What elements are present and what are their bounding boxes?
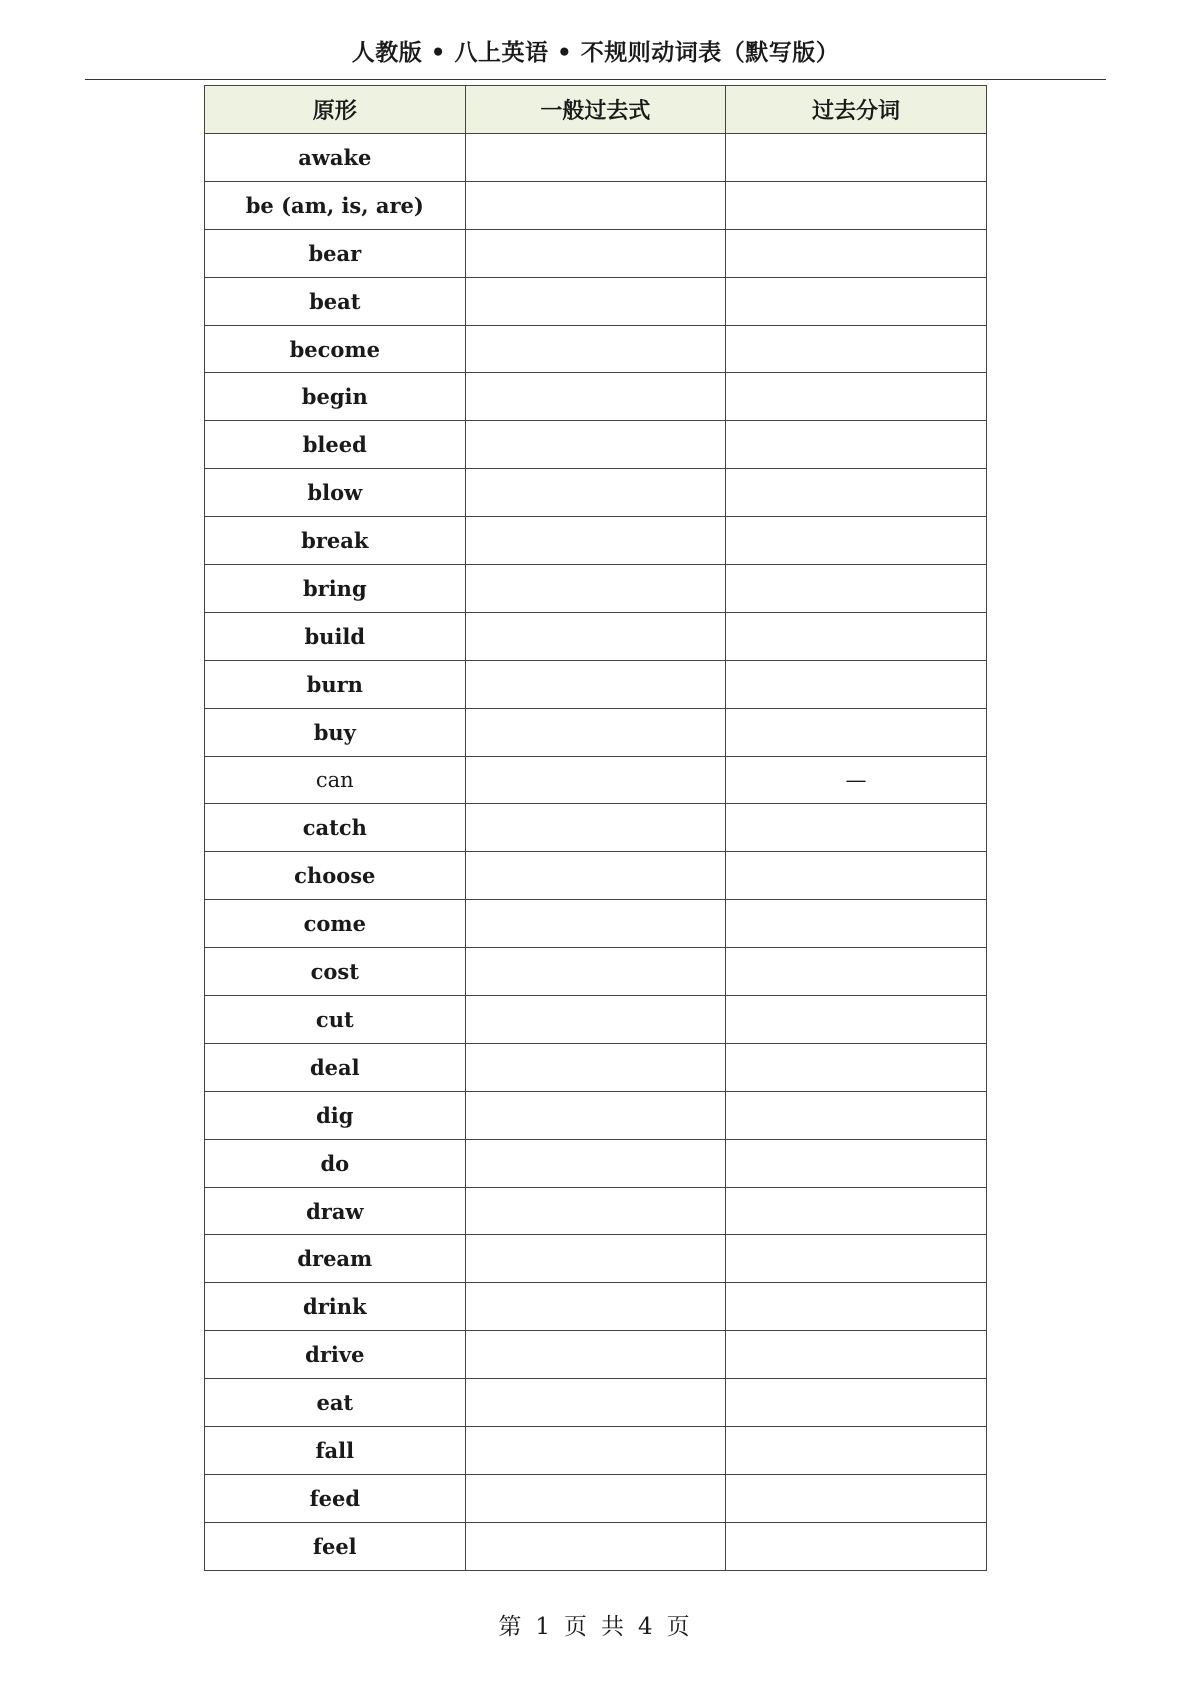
past-tense-cell[interactable]	[465, 756, 726, 804]
footer-total-prefix: 共	[601, 1614, 626, 1640]
past-tense-cell[interactable]	[465, 1139, 726, 1187]
past-participle-cell[interactable]: —	[726, 756, 987, 804]
past-tense-cell[interactable]	[465, 1283, 726, 1331]
base-form-cell: dig	[205, 1091, 466, 1139]
table-row	[205, 421, 987, 469]
table-row	[205, 660, 987, 708]
past-tense-cell[interactable]	[465, 181, 726, 229]
past-participle-cell[interactable]	[726, 708, 987, 756]
past-tense-cell[interactable]	[465, 1474, 726, 1522]
past-participle-cell[interactable]	[726, 373, 987, 421]
table-row	[205, 565, 987, 613]
base-form-cell: deal	[205, 1043, 466, 1091]
irregular-verb-table	[204, 85, 987, 1571]
past-participle-cell[interactable]	[726, 1187, 987, 1235]
table-body	[205, 134, 987, 1571]
past-participle-cell[interactable]	[726, 852, 987, 900]
past-tense-cell[interactable]	[465, 708, 726, 756]
table-row	[205, 134, 987, 182]
table-header-row	[205, 86, 987, 134]
past-participle-cell[interactable]	[726, 277, 987, 325]
base-form-cell: can	[205, 756, 466, 804]
base-form-cell: be (am, is, are)	[205, 181, 466, 229]
table-row	[205, 900, 987, 948]
table-row	[205, 181, 987, 229]
table-row	[205, 804, 987, 852]
past-tense-cell[interactable]	[465, 852, 726, 900]
table-row	[205, 469, 987, 517]
past-participle-cell[interactable]	[726, 1283, 987, 1331]
base-form-cell: dream	[205, 1235, 466, 1283]
table-row	[205, 373, 987, 421]
past-tense-cell[interactable]	[465, 804, 726, 852]
past-participle-cell[interactable]	[726, 804, 987, 852]
table-row	[205, 852, 987, 900]
table-row	[205, 756, 987, 804]
past-participle-cell[interactable]	[726, 469, 987, 517]
footer-page-word: 页	[564, 1614, 589, 1640]
base-form-cell: cost	[205, 948, 466, 996]
past-tense-cell[interactable]	[465, 948, 726, 996]
base-form-cell: cut	[205, 996, 466, 1044]
past-participle-cell[interactable]	[726, 134, 987, 182]
past-tense-cell[interactable]	[465, 1427, 726, 1475]
table-row	[205, 277, 987, 325]
table-row	[205, 612, 987, 660]
column-header-participle: 过去分词	[726, 86, 987, 134]
past-tense-cell[interactable]	[465, 1379, 726, 1427]
table-row	[205, 1474, 987, 1522]
table-row	[205, 708, 987, 756]
past-participle-cell[interactable]	[726, 1522, 987, 1570]
base-form-cell: fall	[205, 1427, 466, 1475]
past-participle-cell[interactable]	[726, 229, 987, 277]
base-form-cell: drive	[205, 1331, 466, 1379]
past-tense-cell[interactable]	[465, 325, 726, 373]
past-tense-cell[interactable]	[465, 517, 726, 565]
past-participle-cell[interactable]	[726, 1235, 987, 1283]
past-tense-cell[interactable]	[465, 900, 726, 948]
base-form-cell: catch	[205, 804, 466, 852]
base-form-cell: bleed	[205, 421, 466, 469]
base-form-cell: come	[205, 900, 466, 948]
page-title: 人教版 • 八上英语 • 不规则动词表（默写版）	[351, 40, 840, 66]
table-row	[205, 1139, 987, 1187]
base-form-cell: awake	[205, 134, 466, 182]
table-row	[205, 1522, 987, 1570]
table-row	[205, 948, 987, 996]
table-row	[205, 1283, 987, 1331]
past-participle-cell[interactable]	[726, 325, 987, 373]
table-row	[205, 1187, 987, 1235]
table-row	[205, 1235, 987, 1283]
page-footer	[0, 1608, 1190, 1641]
past-tense-cell[interactable]	[465, 134, 726, 182]
past-tense-cell[interactable]	[465, 1522, 726, 1570]
past-tense-cell[interactable]	[465, 612, 726, 660]
past-participle-cell[interactable]	[726, 900, 987, 948]
footer-current-page: 1	[535, 1614, 552, 1640]
past-tense-cell[interactable]	[465, 1091, 726, 1139]
past-participle-cell[interactable]	[726, 1331, 987, 1379]
base-form-cell: eat	[205, 1379, 466, 1427]
past-participle-cell[interactable]	[726, 996, 987, 1044]
base-form-cell: feed	[205, 1474, 466, 1522]
past-tense-cell[interactable]	[465, 1235, 726, 1283]
base-form-cell: drink	[205, 1283, 466, 1331]
table-row	[205, 996, 987, 1044]
column-header-base: 原形	[205, 86, 466, 134]
base-form-cell: bring	[205, 565, 466, 613]
footer-total-pages: 4	[638, 1614, 655, 1640]
base-form-cell: bear	[205, 229, 466, 277]
base-form-cell: draw	[205, 1187, 466, 1235]
table-row	[205, 1331, 987, 1379]
past-participle-cell[interactable]	[726, 1474, 987, 1522]
past-tense-cell[interactable]	[465, 421, 726, 469]
past-participle-cell[interactable]	[726, 421, 987, 469]
base-form-cell: beat	[205, 277, 466, 325]
column-header-past: 一般过去式	[465, 86, 726, 134]
past-tense-cell[interactable]	[465, 565, 726, 613]
past-tense-cell[interactable]	[465, 996, 726, 1044]
base-form-cell: choose	[205, 852, 466, 900]
past-participle-cell[interactable]	[726, 1379, 987, 1427]
past-tense-cell[interactable]	[465, 660, 726, 708]
past-participle-cell[interactable]	[726, 660, 987, 708]
table-row	[205, 1043, 987, 1091]
past-tense-cell[interactable]	[465, 1187, 726, 1235]
table-row	[205, 1427, 987, 1475]
table-row	[205, 1379, 987, 1427]
past-tense-cell[interactable]	[465, 1331, 726, 1379]
past-participle-cell[interactable]	[726, 1043, 987, 1091]
past-tense-cell[interactable]	[465, 373, 726, 421]
base-form-cell: build	[205, 612, 466, 660]
past-participle-cell[interactable]	[726, 517, 987, 565]
base-form-cell: feel	[205, 1522, 466, 1570]
base-form-cell: begin	[205, 373, 466, 421]
base-form-cell: do	[205, 1139, 466, 1187]
table-row	[205, 325, 987, 373]
table-row	[205, 229, 987, 277]
past-participle-cell[interactable]	[726, 565, 987, 613]
past-participle-cell[interactable]	[726, 1427, 987, 1475]
base-form-cell: burn	[205, 660, 466, 708]
past-tense-cell[interactable]	[465, 229, 726, 277]
base-form-cell: blow	[205, 469, 466, 517]
past-participle-cell[interactable]	[726, 1091, 987, 1139]
table-row	[205, 1091, 987, 1139]
past-participle-cell[interactable]	[726, 181, 987, 229]
past-participle-cell[interactable]	[726, 948, 987, 996]
past-participle-cell[interactable]	[726, 1139, 987, 1187]
base-form-cell: break	[205, 517, 466, 565]
table-row	[205, 517, 987, 565]
past-tense-cell[interactable]	[465, 469, 726, 517]
base-form-cell: become	[205, 325, 466, 373]
base-form-cell: buy	[205, 708, 466, 756]
past-tense-cell[interactable]	[465, 277, 726, 325]
page-header	[85, 22, 1106, 80]
footer-suffix: 页	[666, 1614, 692, 1640]
footer-prefix: 第	[498, 1614, 524, 1640]
past-tense-cell[interactable]	[465, 1043, 726, 1091]
past-participle-cell[interactable]	[726, 612, 987, 660]
